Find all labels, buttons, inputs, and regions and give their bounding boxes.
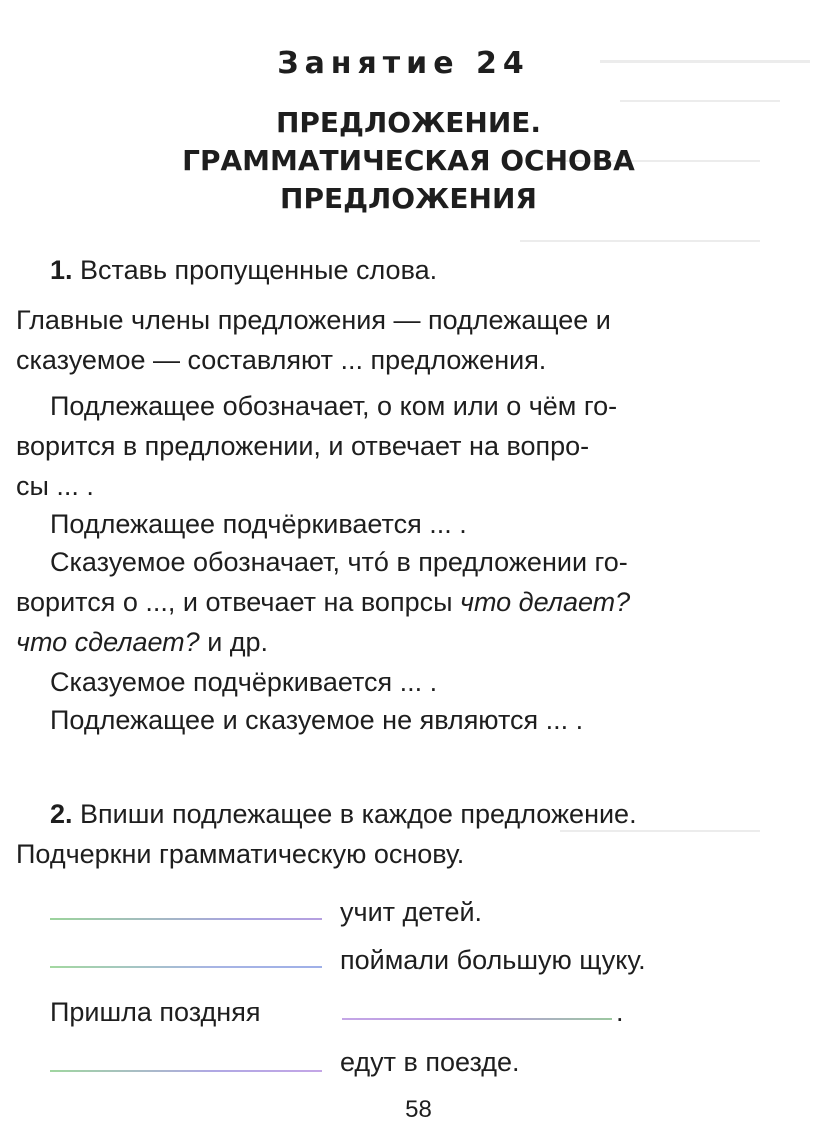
task2-instruction-line-2: Подчеркни грамматическую основу. bbox=[16, 839, 465, 869]
sentence-4: едут в поезде. bbox=[340, 1047, 520, 1077]
topic-title-line-1: ПРЕДЛОЖЕНИЕ. bbox=[275, 106, 542, 139]
sentence-3: Пришла поздняя bbox=[50, 997, 261, 1027]
task2-instruction bbox=[50, 794, 637, 834]
task1-line bbox=[16, 622, 268, 662]
answer-blank[interactable] bbox=[50, 966, 322, 968]
lesson-title: Занятие 24 bbox=[277, 46, 530, 81]
task1-line: Подлежащее подчёркивается ... . bbox=[50, 509, 467, 539]
topic-title-line-2: ГРАММАТИЧЕСКАЯ ОСНОВА bbox=[182, 144, 635, 177]
task1-instruction-text: Вставь пропущенные слова. bbox=[80, 255, 438, 285]
show-through-mark bbox=[620, 100, 780, 102]
task1-line: сказуемое — составляют ... предложения. bbox=[16, 345, 547, 375]
task1-line: Сказуемое подчёркивается ... . bbox=[50, 667, 438, 697]
task1-line bbox=[16, 582, 630, 622]
task1-line: Главные члены предложения — подлежащее и bbox=[16, 305, 611, 335]
sentence-3-end: . bbox=[616, 997, 624, 1027]
task1-line9-text: и др. bbox=[199, 627, 269, 657]
task2-instruction-text: Впиши подлежащее в каждое предложение. bbox=[80, 799, 637, 829]
task2-number: 2. bbox=[50, 799, 73, 829]
answer-blank[interactable] bbox=[342, 1018, 612, 1020]
task1-line: ворится в предложении, и отвечает на вопро- bbox=[16, 431, 590, 461]
task1-line: Сказуемое обозначает, чтó в предложении го- bbox=[50, 547, 628, 577]
sentence-2: поймали большую щуку. bbox=[340, 945, 646, 975]
topic-title bbox=[60, 104, 757, 218]
task1-line: Подлежащее и сказуемое не являются ... . bbox=[50, 705, 584, 735]
answer-blank[interactable] bbox=[50, 918, 322, 920]
task1-line: Подлежащее обозначает, о ком или о чём го- bbox=[50, 391, 618, 421]
task1-line: сы ... . bbox=[16, 471, 94, 501]
task1-line9-question: что сделает? bbox=[16, 627, 200, 657]
task1-line8-text: ворится о ..., и отвечает на вопрсы bbox=[16, 587, 460, 617]
show-through-mark bbox=[520, 240, 760, 242]
task1-line8-question: что делает? bbox=[460, 587, 631, 617]
sentence-1: учит детей. bbox=[340, 897, 483, 927]
answer-blank[interactable] bbox=[50, 1070, 322, 1072]
task1-number: 1. bbox=[50, 255, 73, 285]
task1-instruction bbox=[50, 250, 437, 290]
topic-title-line-3: ПРЕДЛОЖЕНИЯ bbox=[280, 182, 537, 215]
page-number: 58 bbox=[405, 1096, 432, 1123]
